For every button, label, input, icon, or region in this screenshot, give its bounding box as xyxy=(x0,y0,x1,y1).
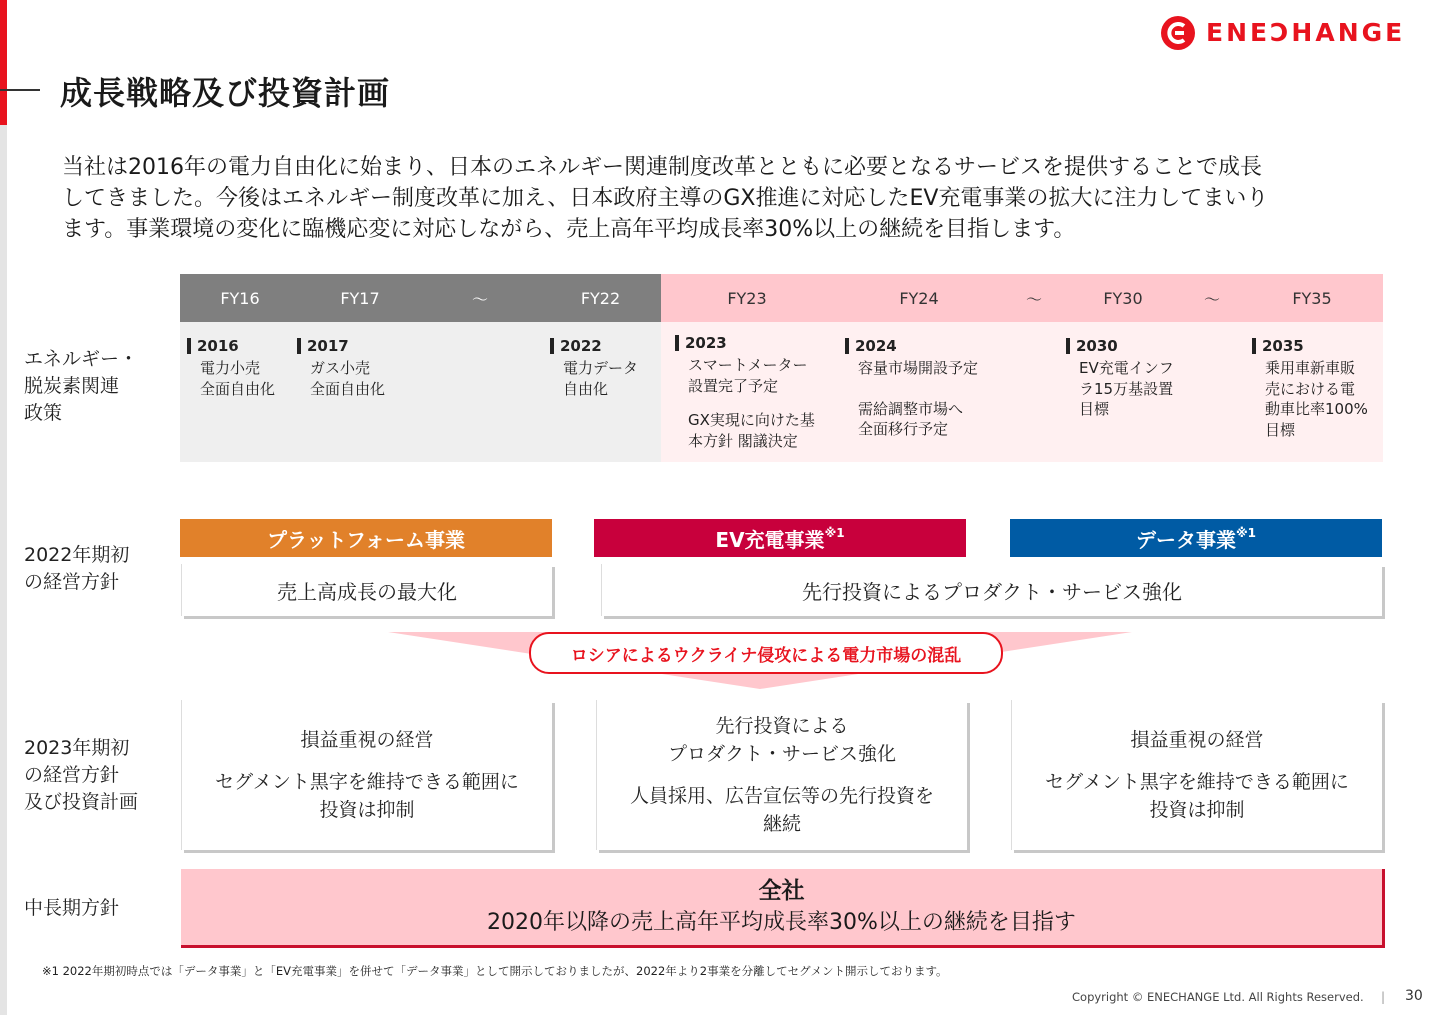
event-line: 電力データ xyxy=(563,359,639,377)
event-line: 目標 xyxy=(1079,400,1110,418)
policy-2022-ev-data: 先行投資によるプロダクト・サービス強化 xyxy=(601,564,1382,616)
event-line: 設置完了予定 xyxy=(688,376,779,395)
row-label-line: 政策 xyxy=(24,402,63,424)
timeline-header-gap: ～ xyxy=(1005,274,1063,322)
intro-line: ます。事業環境の変化に臨機応変に対応しながら、売上高年平均成長率30%以上の継続を目指します。 xyxy=(62,217,1076,242)
row-label-line: 2023年期初 xyxy=(24,737,130,759)
event-line: 全面自由化 xyxy=(200,379,276,398)
event-2030 xyxy=(1076,337,1174,420)
event-spacer xyxy=(688,396,815,410)
timeline-header-fy22: FY22 xyxy=(540,274,661,322)
row-label-line: の経営方針 xyxy=(24,764,120,786)
event-line: ガス小売 xyxy=(310,359,371,377)
segment-data-header xyxy=(1010,519,1382,557)
intro-line: してきました。今後はエネルギー制度改革に加え、日本政府主導のGX推進に対応したEV充電事業の拡大に注力してまいり xyxy=(62,186,1269,211)
event-2022 xyxy=(560,337,639,399)
page-title: 成長戦略及び投資計画 xyxy=(60,74,391,112)
row-label-midterm xyxy=(24,895,119,922)
policy-body-line: 投資は抑制 xyxy=(1149,799,1245,821)
footnote: ※1 2022年期初時点では「データ事業」と「EV充電事業」を併せて「データ事業」として開示しておりましたが、2022年より2事業を分離してセグメント開示しております。 xyxy=(42,964,948,978)
event-line: 全面移行予定 xyxy=(858,420,949,438)
row-label-2022 xyxy=(24,542,129,596)
copyright: Copyright © ENECHANGE Ltd. All Rights Reserved. xyxy=(1072,990,1364,1004)
event-year: 2035 xyxy=(1252,338,1368,354)
event-line: 需給調整市場へ xyxy=(858,399,964,418)
timeline-header-fy16: FY16 xyxy=(180,274,300,322)
event-line: 容量市場開設予定 xyxy=(858,359,979,377)
event-2035 xyxy=(1262,337,1368,440)
event-year: 2030 xyxy=(1066,338,1174,354)
midterm-title: 全社 xyxy=(758,878,805,904)
row-label-line: エネルギー・ xyxy=(24,348,139,370)
policy-head: 損益重視の経営 xyxy=(1130,729,1264,751)
policy-2023-platform xyxy=(181,700,552,850)
segment-platform-label: プラットフォーム事業 xyxy=(267,527,465,552)
event-line: 全面自由化 xyxy=(310,379,386,398)
midterm-goal: 2020年以降の売上高年平均成長率30%以上の継続を目指す xyxy=(487,910,1076,935)
policy-body-line: セグメント黒字を維持できる範囲に xyxy=(1045,771,1349,793)
policy-body-line: 投資は抑制 xyxy=(319,799,415,821)
policy-body-line: 人員採用、広告宣伝等の先行投資を xyxy=(629,785,934,807)
logo-mark-icon xyxy=(1160,15,1196,51)
event-2024 xyxy=(855,337,979,440)
policy-body-line: 継続 xyxy=(762,813,801,835)
side-bar xyxy=(0,125,7,1015)
event-2023 xyxy=(685,334,815,451)
row-label-line: 脱炭素関連 xyxy=(24,375,120,397)
page-number: 30 xyxy=(1405,988,1423,1004)
event-year: 2017 xyxy=(297,338,385,354)
event-line: ラ15万基設置 xyxy=(1079,379,1174,398)
event-line: スマートメーター xyxy=(688,356,808,374)
segment-data-label: データ事業 xyxy=(1135,527,1236,552)
intro-line: 当社は2016年の電力自由化に始まり、日本のエネルギー関連制度改革とともに必要となるサービスを提供することで成長 xyxy=(62,155,1262,180)
policy-head: プロダクト・サービス強化 xyxy=(667,743,896,765)
policy-2023-data xyxy=(1011,700,1382,850)
event-year: 2016 xyxy=(187,338,275,354)
row-label-line: 及び投資計画 xyxy=(24,791,139,813)
row-label-line: 2022年期初 xyxy=(24,544,130,566)
timeline-header-gap: ～ xyxy=(420,274,540,322)
event-banner: ロシアによるウクライナ侵攻による電力市場の混乱 xyxy=(529,632,1003,674)
note-mark: ※1 xyxy=(824,526,845,540)
row-label-line: の経営方針 xyxy=(24,571,120,593)
event-line: 電力小売 xyxy=(200,359,261,377)
timeline-header-fy24: FY24 xyxy=(833,274,1005,322)
row-label-2023 xyxy=(24,735,138,816)
policy-head: 先行投資による xyxy=(715,715,849,737)
event-year: 2024 xyxy=(845,338,978,354)
timeline-header-fy35: FY35 xyxy=(1241,274,1383,322)
footer-separator: | xyxy=(1381,990,1386,1004)
event-line: 乗用車新車販 xyxy=(1265,359,1356,377)
row-label-line: 中長期方針 xyxy=(24,897,120,919)
intro-text xyxy=(62,152,1397,245)
midterm-policy xyxy=(181,869,1385,948)
policy-2023-ev xyxy=(596,700,967,850)
segment-ev-label: EV充電事業 xyxy=(715,527,825,552)
title-rule xyxy=(0,89,40,91)
timeline-header-gap: ～ xyxy=(1183,274,1241,322)
event-year: 2022 xyxy=(550,338,638,354)
event-line: 売における電 xyxy=(1265,379,1356,398)
event-line: GX実現に向けた基 xyxy=(688,411,815,429)
segment-ev-header xyxy=(594,519,966,557)
event-2016 xyxy=(197,337,276,399)
timeline-header-fy30: FY30 xyxy=(1063,274,1183,322)
event-line: 自由化 xyxy=(563,379,609,398)
event-year: 2023 xyxy=(675,335,815,351)
note-mark: ※1 xyxy=(1235,526,1256,540)
brand-name: ENEↃHANGE xyxy=(1206,18,1406,47)
policy-2022-platform: 売上高成長の最大化 xyxy=(181,564,552,616)
segment-platform-header xyxy=(180,519,552,557)
event-line: 本方針 閣議決定 xyxy=(688,431,798,450)
policy-head: 損益重視の経営 xyxy=(300,729,434,751)
timeline-header-fy17: FY17 xyxy=(300,274,420,322)
event-spacer xyxy=(858,379,978,399)
event-line: 目標 xyxy=(1265,420,1296,439)
brand-logo xyxy=(1160,15,1406,51)
timeline-header-fy23: FY23 xyxy=(661,274,833,322)
event-line: EV充電インフ xyxy=(1079,359,1174,377)
policy-body-line: セグメント黒字を維持できる範囲に xyxy=(215,771,519,793)
row-label-policy xyxy=(24,346,138,427)
accent-bar xyxy=(0,0,7,125)
event-line: 動車比率100% xyxy=(1265,400,1368,418)
event-2017 xyxy=(307,337,386,399)
